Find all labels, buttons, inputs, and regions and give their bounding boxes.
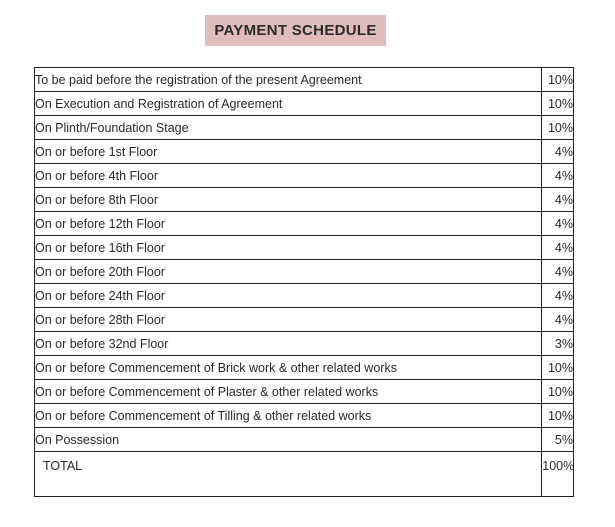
- table-row: [35, 116, 574, 140]
- stage-cell: On or before 32nd Floor: [35, 332, 542, 356]
- page-title: PAYMENT SCHEDULE: [205, 15, 386, 46]
- table-row: [35, 308, 574, 332]
- table-row: [35, 188, 574, 212]
- table-row: [35, 260, 574, 284]
- stage-cell: On Possession: [35, 428, 542, 452]
- total-percent: 100%: [542, 452, 574, 497]
- payment-schedule-table: [34, 67, 574, 497]
- percent-cell: 10%: [542, 380, 574, 404]
- total-row: [35, 452, 574, 497]
- percent-cell: 4%: [542, 284, 574, 308]
- stage-cell: On or before Commencement of Plaster & other related works: [35, 380, 542, 404]
- stage-cell: On or before 28th Floor: [35, 308, 542, 332]
- table-row: [35, 404, 574, 428]
- table-row: [35, 380, 574, 404]
- stage-cell: On or before 8th Floor: [35, 188, 542, 212]
- table-row: [35, 68, 574, 92]
- percent-cell: 3%: [542, 332, 574, 356]
- percent-cell: 10%: [542, 68, 574, 92]
- stage-cell: On or before 4th Floor: [35, 164, 542, 188]
- stage-cell: On or before 12th Floor: [35, 212, 542, 236]
- table-row: [35, 212, 574, 236]
- percent-cell: 5%: [542, 428, 574, 452]
- stage-cell: On or before 24th Floor: [35, 284, 542, 308]
- percent-cell: 4%: [542, 188, 574, 212]
- stage-cell: On Execution and Registration of Agreement: [35, 92, 542, 116]
- percent-cell: 4%: [542, 212, 574, 236]
- table-row: [35, 356, 574, 380]
- stage-cell: On or before 16th Floor: [35, 236, 542, 260]
- percent-cell: 10%: [542, 356, 574, 380]
- percent-cell: 10%: [542, 404, 574, 428]
- percent-cell: 10%: [542, 92, 574, 116]
- table-row: [35, 140, 574, 164]
- percent-cell: 4%: [542, 308, 574, 332]
- total-label: TOTAL: [35, 452, 542, 497]
- percent-cell: 4%: [542, 164, 574, 188]
- stage-cell: On or before 1st Floor: [35, 140, 542, 164]
- percent-cell: 4%: [542, 236, 574, 260]
- stage-cell: On Plinth/Foundation Stage: [35, 116, 542, 140]
- table-row: [35, 164, 574, 188]
- table-row: [35, 332, 574, 356]
- table-row: [35, 284, 574, 308]
- percent-cell: 4%: [542, 260, 574, 284]
- table-row: [35, 428, 574, 452]
- percent-cell: 10%: [542, 116, 574, 140]
- stage-cell: To be paid before the registration of the present Agreement: [35, 68, 542, 92]
- stage-cell: On or before 20th Floor: [35, 260, 542, 284]
- percent-cell: 4%: [542, 140, 574, 164]
- stage-cell: On or before Commencement of Tilling & other related works: [35, 404, 542, 428]
- stage-cell: On or before Commencement of Brick work & other related works: [35, 356, 542, 380]
- table-row: [35, 236, 574, 260]
- table-row: [35, 92, 574, 116]
